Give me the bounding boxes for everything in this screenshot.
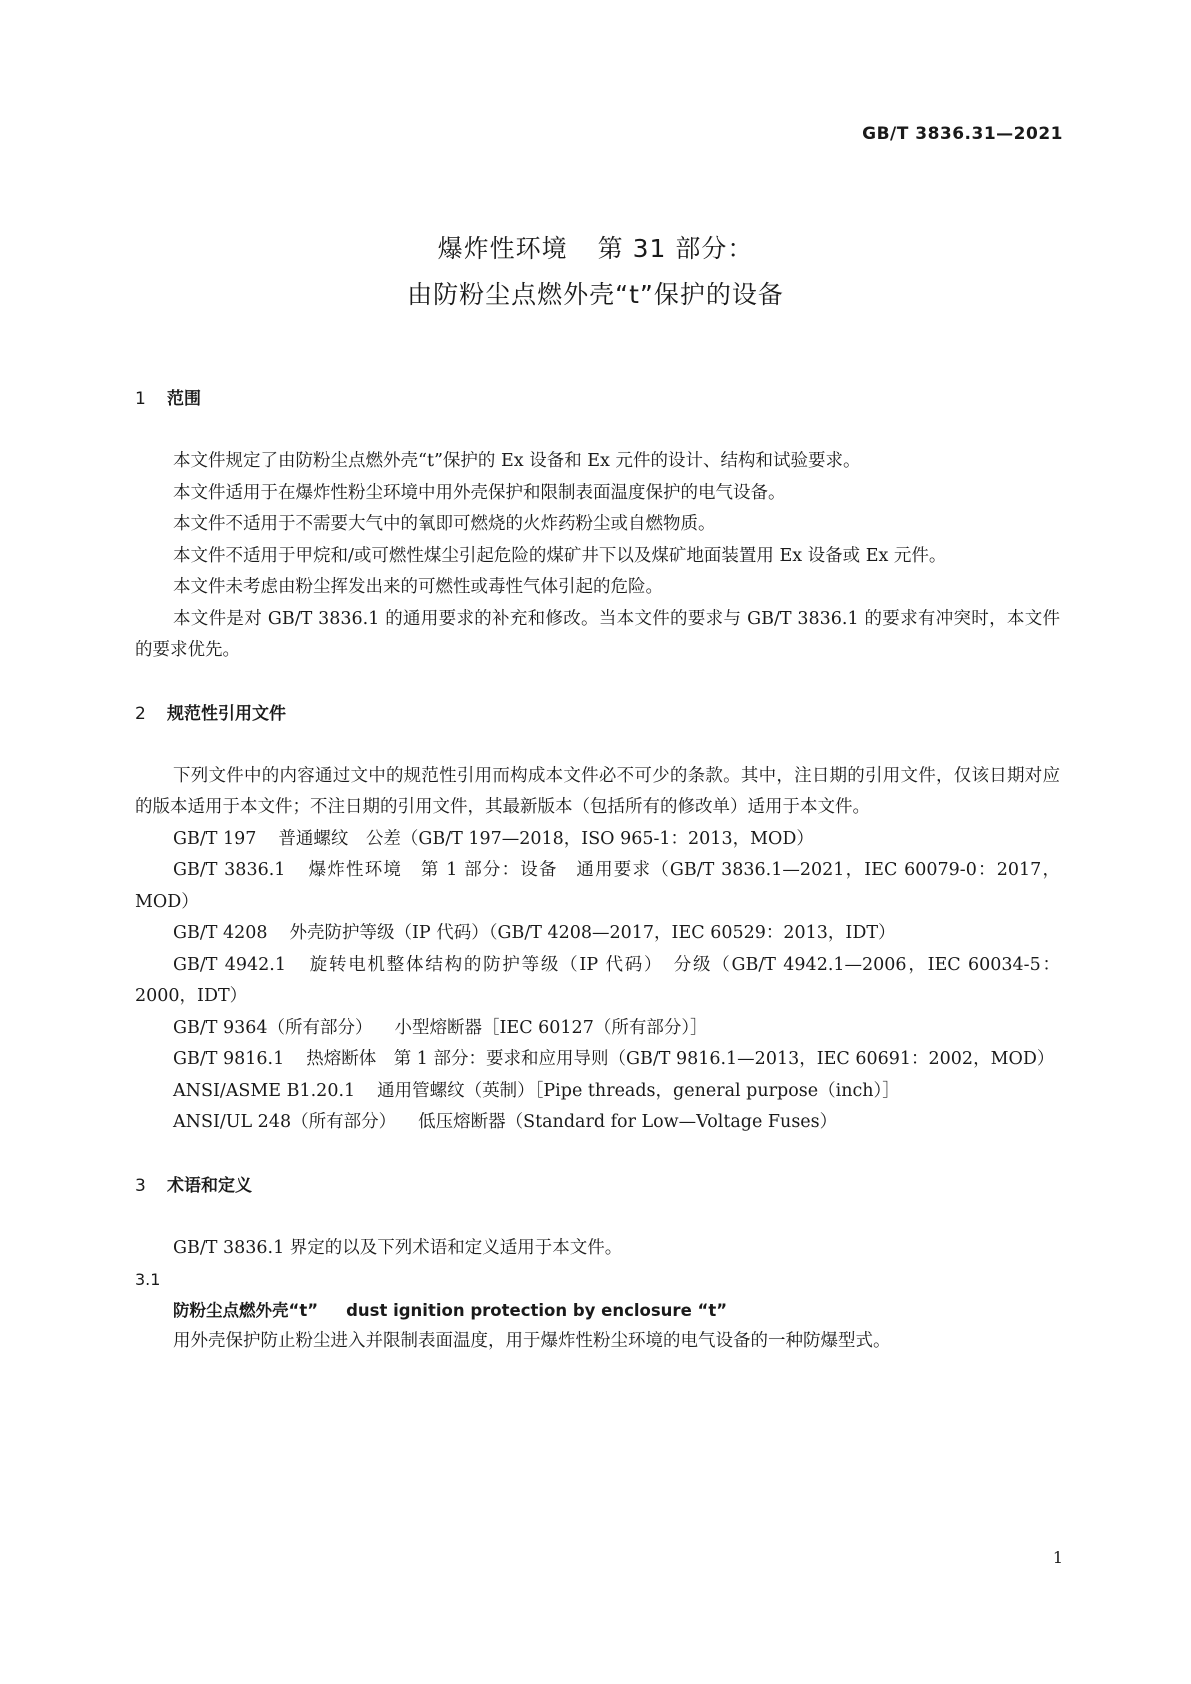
section-2-title: 规范性引用文件: [167, 703, 286, 724]
term-definition: 用外壳保护防止粉尘进入并限制表面温度，用于爆炸性粉尘环境的电气设备的一种防爆型式。: [173, 1331, 891, 1351]
term-entry: [135, 1295, 1060, 1326]
standard-number: GB/T 3836.31—2021: [862, 124, 1063, 144]
reference-code: GB/T 9364（所有部分）: [173, 1017, 373, 1038]
section-2-number: 2: [135, 703, 146, 724]
reference-text: 热熔断体 第 1 部分：要求和应用导则（GB/T 9816.1—2013，IEC 60691：2002，MOD）: [306, 1049, 1055, 1069]
reference-code: GB/T 3836.1: [173, 860, 286, 880]
reference-text: 低压熔断器（Standard for Low—Voltage Fuses）: [418, 1112, 838, 1132]
section-1-paragraph: 本文件未考虑由粉尘挥发出来的可燃性或毒性气体引起的危险。: [173, 577, 663, 597]
title-line-2: 由防粉尘点燃外壳“t”保护的设备: [407, 280, 784, 309]
reference-item: [135, 918, 1060, 950]
term-entry-number: 3.1: [135, 1270, 161, 1289]
reference-item: [135, 950, 1060, 1013]
reference-text: 小型熔断器［IEC 60127（所有部分）］: [394, 1017, 708, 1038]
section-3-heading: [135, 1171, 1060, 1201]
reference-code: ANSI/UL 248（所有部分）: [173, 1112, 397, 1132]
title-line-1-part-a: 爆炸性环境: [437, 234, 568, 263]
reference-text: 普通螺纹 公差（GB/T 197—2018，ISO 965-1：2013，MOD）: [278, 828, 814, 849]
section-1-paragraph: 本文件规定了由防粉尘点燃外壳“t”保护的 Ex 设备和 Ex 元件的设计、结构和试验要求。: [173, 451, 861, 471]
section-1-paragraph: 本文件适用于在爆炸性粉尘环境中用外壳保护和限制表面温度保护的电气设备。: [173, 482, 786, 503]
term-chinese: 防粉尘点燃外壳“t”: [173, 1301, 319, 1320]
reference-item: [135, 1013, 1060, 1045]
reference-item: [135, 1107, 1060, 1139]
term-english: dust ignition protection by enclosure “t”: [346, 1301, 728, 1320]
reference-code: GB/T 4208: [173, 923, 268, 943]
section-2-heading: [135, 699, 1060, 729]
section-1-paragraph: 本文件不适用于不需要大气中的氧即可燃烧的火炸药粉尘或自燃物质。: [173, 514, 716, 534]
reference-item: [135, 855, 1060, 918]
section-1-paragraph: 本文件不适用于甲烷和/或可燃性煤尘引起危险的煤矿井下以及煤矿地面装置用 Ex 设备或 Ex 元件。: [173, 545, 947, 566]
reference-item: [135, 1044, 1060, 1076]
reference-item: [135, 1076, 1060, 1108]
reference-code: GB/T 197: [173, 828, 257, 849]
section-3-number: 3: [135, 1175, 146, 1196]
page-number: 1: [1052, 1548, 1063, 1567]
section-1-paragraph: 本文件是对 GB/T 3836.1 的通用要求的补充和修改。当本文件的要求与 GB/T 3836.1 的要求有冲突时，本文件的要求优先。: [135, 608, 1060, 660]
reference-code: GB/T 9816.1: [173, 1049, 285, 1069]
reference-code: ANSI/ASME B1.20.1: [173, 1080, 356, 1101]
reference-text: 通用管螺纹（英制）［Pipe threads，general purpose（inch）］: [377, 1080, 900, 1101]
document-body: [135, 384, 1060, 1357]
reference-text: 旋转电机整体结构的防护等级（IP 代码） 分级（GB/T 4942.1—2006，IEC 60034-5：2000，IDT）: [135, 954, 1060, 1006]
section-3-title: 术语和定义: [167, 1175, 252, 1196]
title-line-1-part-b: 第 31 部分：: [597, 234, 754, 263]
reference-text: 外壳防护等级（IP 代码）（GB/T 4208—2017，IEC 60529：2013，IDT）: [289, 923, 896, 943]
section-1-number: 1: [135, 389, 146, 409]
reference-code: GB/T 4942.1: [173, 954, 286, 975]
section-2-intro: 下列文件中的内容通过文中的规范性引用而构成本文件必不可少的条款。其中，注日期的引用文件，仅该日期对应的版本适用于本文件；不注日期的引用文件，其最新版本（包括所有的修改单）适用于本文件。: [135, 765, 1060, 817]
section-1-heading: [135, 384, 1060, 414]
title-line-1: [0, 226, 1191, 272]
reference-item: [135, 824, 1060, 856]
document-title: [0, 226, 1191, 318]
section-1-title: 范围: [167, 389, 201, 409]
reference-text: 爆炸性环境 第 1 部分：设备 通用要求（GB/T 3836.1—2021，IEC 60079-0：2017，MOD）: [135, 860, 1060, 912]
section-3-intro: GB/T 3836.1 界定的以及下列术语和定义适用于本文件。: [173, 1237, 623, 1258]
